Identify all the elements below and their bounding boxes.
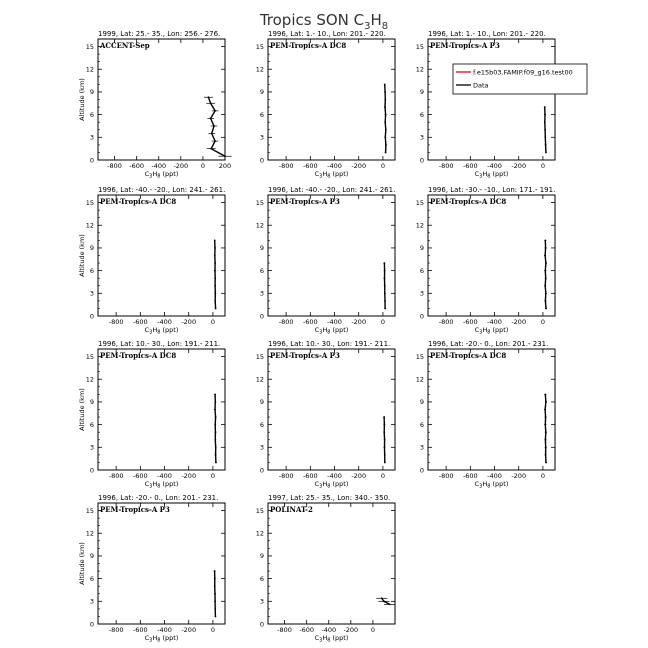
y-tick-label: 3 [259,443,264,452]
data-point [208,96,210,98]
plot-frame [268,503,395,624]
x-tick-label: -800 [438,472,454,480]
data-point [545,247,547,249]
data-point [384,277,386,279]
x-tick-label: -600 [302,162,318,170]
panel-8 [256,340,395,490]
plot-frame [98,39,225,160]
x-axis-label: $C_3H_8$ (ppt) [314,480,349,490]
x-tick-label: 0 [540,318,545,326]
panel-header: 1996, Lat: -20.- 0., Lon: 201.- 231. [428,340,549,348]
data-point [214,570,216,572]
data-point [544,129,546,131]
data-point [211,133,213,135]
campaign-label: PEM-Tropics-A DC8 [100,351,177,360]
data-point [214,300,216,302]
data-point [215,462,217,464]
data-point [384,292,386,294]
data-point [214,593,216,595]
data-point [383,431,385,433]
y-tick-label: 0 [89,620,94,629]
x-tick-label: -400 [327,162,342,170]
x-tick-label: -400 [487,472,502,480]
data-point [215,416,217,418]
x-tick-label: -800 [107,162,122,170]
legend-data-label: Data [473,81,489,90]
y-tick-label: 3 [419,289,424,298]
data-point [545,308,547,310]
y-tick-label: 0 [89,312,94,321]
panel-3 [416,30,555,180]
y-tick-label: 12 [415,221,424,230]
data-profile-line [385,84,386,152]
panel-header: 1999, Lat: 25.- 35., Lon: 256.- 276. [98,30,221,38]
plot-frame [268,39,395,160]
data-point [544,121,546,123]
y-tick-label: 15 [255,198,264,207]
y-axis-label: Altitude (km) [78,542,86,585]
x-tick-label: -200 [173,162,189,170]
x-tick-label: -600 [129,162,145,170]
x-tick-label: -400 [157,318,172,326]
data-point [384,308,386,310]
x-tick-label: -400 [151,162,167,170]
data-point [383,416,385,418]
data-point [545,300,547,302]
data-point [544,106,546,108]
data-point [215,446,217,448]
x-axis-label: $C_3H_8$ (ppt) [314,634,349,644]
data-point [215,308,217,310]
x-tick-label: -400 [487,162,502,170]
panel-header: 1996, Lat: -20.- 0., Lon: 201.- 231. [98,494,219,502]
panel-header: 1996, Lat: -40.- -20., Lon: 241.- 261. [98,186,226,194]
x-tick-label: -800 [278,162,294,170]
data-point [384,83,386,85]
x-axis-label: $C_3H_8$ (ppt) [144,634,179,644]
x-axis-label: $C_3H_8$ (ppt) [144,170,179,180]
x-tick-label: -400 [321,626,337,634]
data-point [214,110,216,112]
campaign-label: PEM-Tropics-A P3 [270,351,340,360]
x-axis-label: $C_3H_8$ (ppt) [474,480,509,490]
data-point [384,454,386,456]
data-point [214,270,216,272]
y-tick-label: 15 [85,42,94,51]
x-tick-label: -800 [277,626,292,634]
y-tick-label: 12 [415,65,424,74]
y-tick-label: 0 [419,466,424,475]
y-tick-label: 9 [259,398,264,407]
x-tick-label: -600 [462,472,478,480]
x-tick-label: -600 [462,162,478,170]
y-tick-label: 6 [89,110,94,119]
data-point [214,424,216,426]
y-tick-label: 15 [255,42,264,51]
panel-9 [416,340,555,490]
x-tick-label: -400 [327,318,342,326]
x-tick-label: -200 [343,626,359,634]
data-point [545,446,547,448]
y-tick-label: 15 [415,42,424,51]
x-tick-label: -600 [132,626,148,634]
y-axis-label: Altitude (km) [78,234,86,277]
y-tick-label: 9 [419,244,424,253]
plot-frame [268,349,395,470]
panel-header: 1997, Lat: 25.- 35., Lon: 340.- 350. [268,494,391,502]
campaign-label: PEM-Tropics-A P3 [270,197,340,206]
x-tick-label: -200 [351,472,367,480]
y-tick-label: 0 [259,312,264,321]
y-tick-label: 9 [419,398,424,407]
y-tick-label: 6 [419,266,424,275]
y-tick-label: 15 [85,198,94,207]
y-axis-label: Altitude (km) [78,388,86,431]
data-point [384,270,386,272]
data-point [214,285,216,287]
data-profile-line [545,240,546,308]
x-tick-label: -800 [278,472,294,480]
data-point [384,285,386,287]
panel-header: 1996, Lat: -30.- -10., Lon: 171.- 191. [428,186,556,194]
plot-frame [428,39,555,160]
data-point [384,300,386,302]
panel-header: 1996, Lat: -40.- -20., Lon: 241.- 261. [268,186,396,194]
y-tick-label: 9 [89,88,94,97]
x-tick-label: -200 [511,472,527,480]
x-axis-label: $C_3H_8$ (ppt) [474,326,509,336]
x-tick-label: -600 [132,472,148,480]
x-axis-label: $C_3H_8$ (ppt) [314,326,349,336]
data-point [544,255,546,257]
data-point [224,155,226,157]
data-profile-line [545,394,546,462]
data-point [385,152,387,154]
y-tick-label: 6 [259,420,264,429]
data-point [383,600,385,602]
y-tick-label: 3 [89,289,94,298]
panel-6 [416,186,556,336]
y-tick-label: 12 [255,221,264,230]
y-tick-label: 6 [89,574,94,583]
data-point [210,148,212,150]
x-tick-label: -400 [157,472,172,480]
panel-7 [78,340,225,490]
data-point [544,393,546,395]
x-axis-label: $C_3H_8$ (ppt) [474,170,509,180]
y-tick-label: 12 [255,529,264,538]
x-tick-label: -800 [108,318,124,326]
y-tick-label: 15 [85,352,94,361]
data-point [214,439,216,441]
y-tick-label: 0 [419,312,424,321]
data-point [385,114,387,116]
y-tick-label: 6 [419,110,424,119]
y-tick-label: 6 [419,420,424,429]
data-point [545,439,547,441]
y-tick-label: 6 [89,420,94,429]
y-tick-label: 9 [89,244,94,253]
y-tick-label: 12 [415,375,424,384]
campaign-label: PEM-Tropics-A P3 [430,41,500,50]
y-tick-label: 15 [255,506,264,515]
data-point [214,262,216,264]
y-tick-label: 3 [89,443,94,452]
data-point [545,152,547,154]
campaign-label: PEM-Tropics-A DC8 [100,197,177,206]
data-point [545,416,547,418]
y-tick-label: 0 [259,156,264,165]
x-tick-label: -600 [302,472,318,480]
data-point [384,99,386,101]
x-axis-label: $C_3H_8$ (ppt) [144,480,179,490]
campaign-label: PEM-Tropics-A DC8 [270,41,347,50]
data-point [381,597,383,599]
y-tick-label: 9 [89,398,94,407]
data-point [214,255,216,257]
data-point [210,118,212,120]
y-tick-label: 3 [419,443,424,452]
x-tick-label: -800 [278,318,294,326]
x-tick-label: 0 [370,626,375,634]
y-tick-label: 3 [259,289,264,298]
plot-frame [98,349,225,470]
x-tick-label: -600 [462,318,478,326]
x-tick-label: 0 [210,626,215,634]
data-point [215,454,217,456]
data-point [545,431,547,433]
x-tick-label: -200 [511,318,527,326]
data-point [544,270,546,272]
data-point [214,140,216,142]
y-tick-label: 3 [259,597,264,606]
data-profile-line [215,240,216,308]
x-tick-label: -600 [302,318,318,326]
data-profile-line [208,97,225,156]
y-tick-label: 6 [259,110,264,119]
x-axis-label: $C_3H_8$ (ppt) [314,170,349,180]
data-point [214,239,216,241]
x-tick-label: 0 [540,472,545,480]
y-tick-label: 12 [85,65,94,74]
data-profile-line [215,394,216,462]
panel-5 [256,186,396,336]
plot-frame [428,349,555,470]
campaign-label: PEM-Tropics-A DC8 [430,351,507,360]
campaign-label: ACCENT-Sep [100,41,150,50]
data-point [214,393,216,395]
data-point [384,462,386,464]
panels [78,30,555,644]
x-tick-label: -800 [108,626,124,634]
x-tick-label: 0 [210,472,215,480]
y-tick-label: 0 [419,156,424,165]
x-tick-label: 0 [210,318,215,326]
data-point [214,600,216,602]
data-point [215,431,217,433]
plot-frame [428,195,555,316]
x-tick-label: -200 [181,472,197,480]
data-point [383,424,385,426]
x-tick-label: 0 [380,162,385,170]
y-tick-label: 0 [259,620,264,629]
data-point [545,454,547,456]
y-tick-label: 12 [85,529,94,538]
data-point [544,424,546,426]
data-point [389,603,391,605]
plot-frame [98,195,225,316]
data-point [545,462,547,464]
figure-title: Tropics SON $C_3H_8$ [259,11,389,32]
x-tick-label: -200 [181,626,197,634]
x-tick-label: -800 [438,318,454,326]
data-point [214,409,216,411]
panel-1 [78,30,232,180]
y-tick-label: 12 [85,375,94,384]
panel-4 [78,186,225,336]
legend [453,64,587,94]
data-point [214,578,216,580]
panel-2 [256,30,395,180]
data-point [385,129,387,131]
data-point [545,277,547,279]
y-tick-label: 9 [259,244,264,253]
panel-header: 1996, Lat: 1.- 10., Lon: 201.- 220. [428,30,546,38]
x-tick-label: -400 [487,318,502,326]
x-tick-label: -600 [132,318,148,326]
data-point [213,125,215,127]
data-point [214,401,216,403]
y-axis-label: Altitude (km) [78,78,86,121]
data-point [544,239,546,241]
data-point [545,144,547,146]
y-tick-label: 3 [89,133,94,142]
x-tick-label: 0 [200,162,205,170]
data-point [384,439,386,441]
y-tick-label: 12 [255,375,264,384]
data-point [384,91,386,93]
data-point [544,114,546,116]
plot-frame [268,195,395,316]
y-tick-label: 0 [89,156,94,165]
y-tick-label: 9 [259,88,264,97]
y-tick-label: 9 [419,88,424,97]
y-tick-label: 15 [255,352,264,361]
data-point [384,446,386,448]
campaign-label: POLINAT-2 [270,505,313,514]
data-point [384,106,386,108]
x-tick-label: -200 [351,318,367,326]
data-point [215,616,217,618]
data-point [544,409,546,411]
data-point [383,262,385,264]
panel-header: 1996, Lat: 10.- 30., Lon: 191.- 211. [98,340,221,348]
y-tick-label: 15 [415,198,424,207]
legend-model-label: f.e15b03.FAMIP.f09_g16.test00 [473,68,573,77]
data-point [214,585,216,587]
data-point [544,136,546,138]
x-tick-label: 0 [540,162,545,170]
x-tick-label: 0 [380,318,385,326]
x-tick-label: -600 [299,626,315,634]
y-tick-label: 9 [259,552,264,561]
y-tick-label: 3 [419,133,424,142]
campaign-label: PEM-Tropics-A DC8 [430,197,507,206]
data-point [214,277,216,279]
y-tick-label: 6 [259,574,264,583]
x-axis-label: $C_3H_8$ (ppt) [144,326,179,336]
data-point [545,262,547,264]
x-tick-label: -400 [157,626,172,634]
x-tick-label: -800 [438,162,454,170]
y-tick-label: 6 [89,266,94,275]
data-point [384,121,386,123]
data-point [544,285,546,287]
y-tick-label: 9 [89,552,94,561]
panel-11 [256,494,395,644]
data-point [210,102,212,104]
y-tick-label: 3 [89,597,94,606]
x-tick-label: -400 [327,472,342,480]
data-point [214,247,216,249]
x-tick-label: 200 [218,162,232,170]
x-tick-label: -200 [351,162,367,170]
data-point [214,608,216,610]
panel-10 [78,494,225,644]
plot-frame [98,503,225,624]
x-tick-label: -200 [181,318,197,326]
panel-header: 1996, Lat: 10.- 30., Lon: 191.- 211. [268,340,391,348]
y-tick-label: 6 [259,266,264,275]
y-tick-label: 15 [415,352,424,361]
campaign-label: PEM-Tropics-A P3 [100,505,170,514]
data-point [385,144,387,146]
y-tick-label: 12 [85,221,94,230]
panel-header: 1996, Lat: 1.- 10., Lon: 201.- 220. [268,30,386,38]
y-tick-label: 3 [259,133,264,142]
x-tick-label: 0 [380,472,385,480]
x-tick-label: -800 [108,472,124,480]
data-point [384,136,386,138]
data-point [545,292,547,294]
y-tick-label: 12 [255,65,264,74]
x-tick-label: -200 [511,162,527,170]
y-tick-label: 15 [85,506,94,515]
y-tick-label: 0 [89,466,94,475]
y-tick-label: 0 [259,466,264,475]
data-point [214,292,216,294]
data-point [545,401,547,403]
